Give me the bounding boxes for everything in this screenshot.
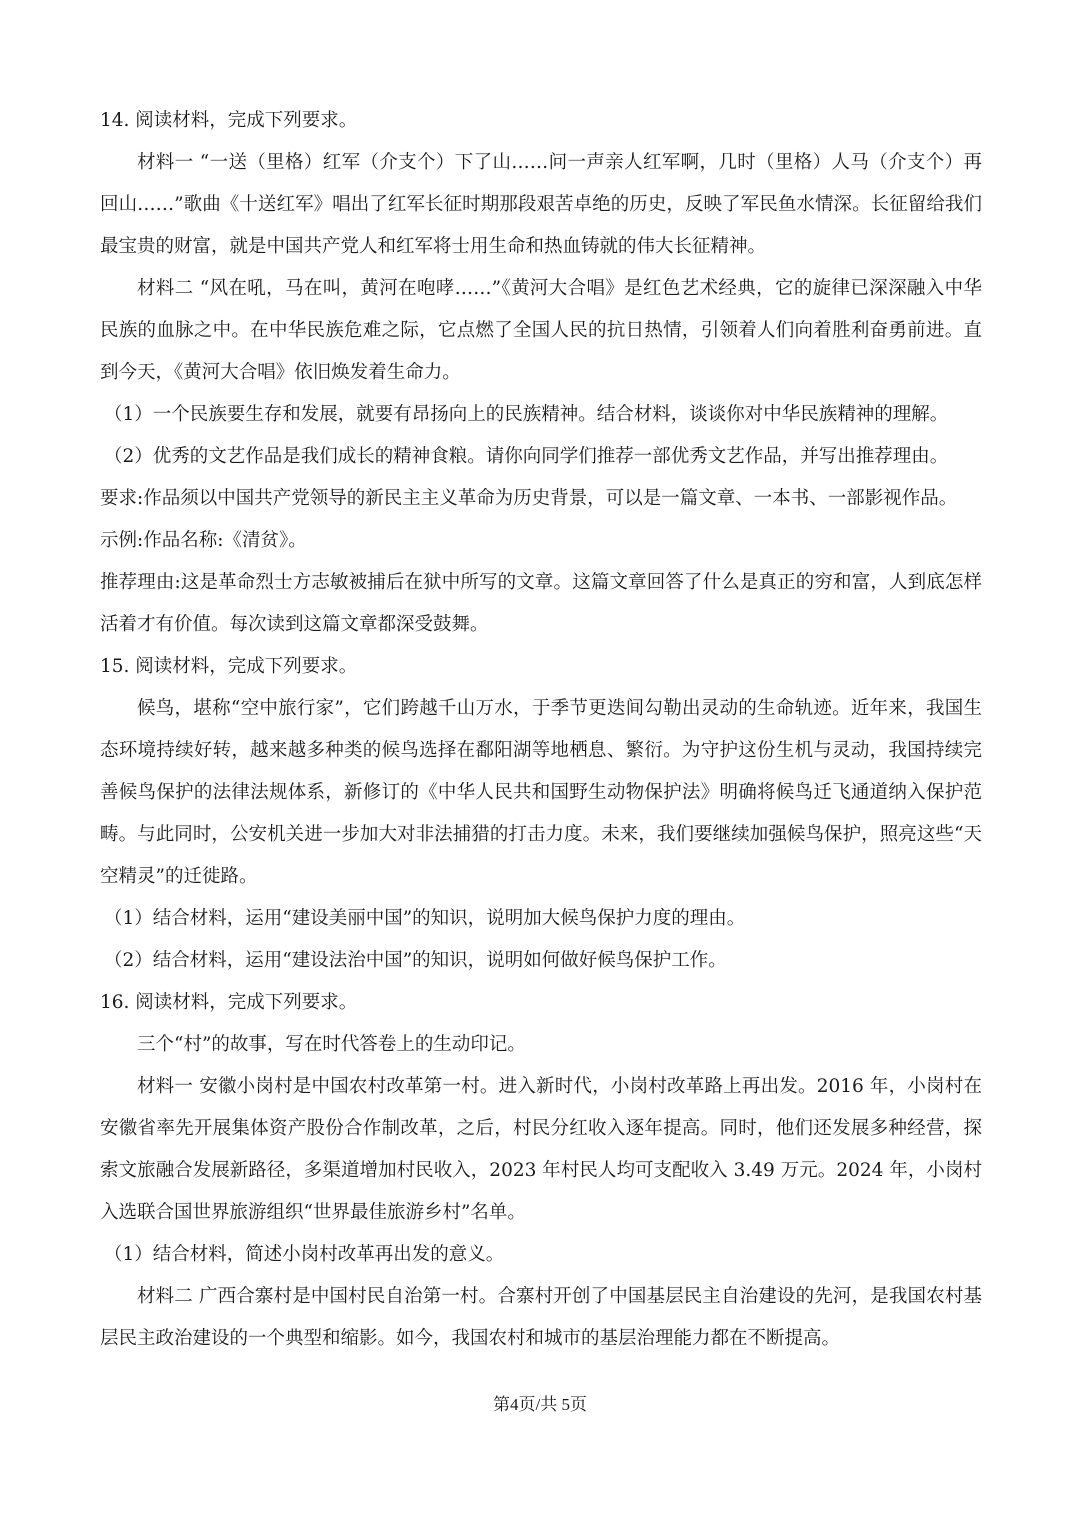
q14-material-2: 材料二 “风在吼，马在叫，黄河在咆哮……”《黄河大合唱》是红色艺术经典，它的旋律已深深融入中华民族的血脉之中。在中华民族危难之际，它点燃了全国人民的抗日热情，引领着人们向着胜利奋勇前进。直到今天，《黄河大合唱》依旧焕发着生命力。 bbox=[100, 278, 982, 383]
q16-material-2: 材料二 广西合寨村是中国村民自治第一村。合寨村开创了中国基层民主自治建设的先河，是我国农村基层民主政治建设的一个典型和缩影。如今，我国农村和城市的基层治理能力都在不断提高。 bbox=[100, 1286, 982, 1349]
q14-recommend-reason: 推荐理由:这是革命烈士方志敏被捕后在狱中所写的文章。这篇文章回答了什么是真正的穷和富，人到底怎样活着才有价值。每次读到这篇文章都深受鼓舞。 bbox=[100, 572, 982, 635]
q16-subquestion-1: （1）结合材料，简述小岗村改革再出发的意义。 bbox=[104, 1244, 505, 1265]
q15-material: 候鸟，堪称“空中旅行家”，它们跨越千山万水，于季节更迭间勾勒出灵动的生命轨迹。近年来，我国生态环境持续好转，越来越多种类的候鸟选择在鄱阳湖等地栖息、繁衍。为守护这份生机与灵动，我国持续完善候鸟保护的法律法规体系，新修订的《中华人民共和国野生动物保护法》明确将候鸟迁飞通道纳入保护范畴。与此同时，公安机关进一步加大对非法捕猎的打击力度。未来，我们要继续加强候鸟保护，照亮这些“天空精灵”的迁徙路。 bbox=[100, 698, 982, 887]
question-16-title: 16. 阅读材料，完成下列要求。 bbox=[100, 992, 358, 1013]
q16-intro: 三个“村”的故事，写在时代答卷上的生动印记。 bbox=[137, 1034, 526, 1055]
page-number-footer: 第4页/共 5页 bbox=[493, 1395, 587, 1414]
question-14-title: 14. 阅读材料，完成下列要求。 bbox=[100, 110, 358, 131]
q14-requirement: 要求:作品须以中国共产党领导的新民主主义革命为历史背景，可以是一篇文章、一本书、一部影视作品。 bbox=[100, 488, 958, 509]
q15-subquestion-1: （1）结合材料，运用“建设美丽中国”的知识，说明加大候鸟保护力度的理由。 bbox=[104, 908, 746, 929]
q14-material-1: 材料一 “一送（里格）红军（介支个）下了山……问一声亲人红军啊，几时（里格）人马（介支个）再回山……”歌曲《十送红军》唱出了红军长征时期那段艰苦卓绝的历史，反映了军民鱼水情深。长征留给我们最宝贵的财富，就是中国共产党人和红军将士用生命和热血铸就的伟大长征精神。 bbox=[100, 152, 982, 257]
question-15-title: 15. 阅读材料，完成下列要求。 bbox=[100, 656, 358, 677]
q14-example: 示例:作品名称:《清贫》。 bbox=[100, 530, 307, 551]
document-page bbox=[100, 100, 982, 1360]
q14-subquestion-1: （1）一个民族要生存和发展，就要有昂扬向上的民族精神。结合材料，谈谈你对中华民族精神的理解。 bbox=[104, 404, 949, 425]
q16-material-1: 材料一 安徽小岗村是中国农村改革第一村。进入新时代，小岗村改革路上再出发。2016 年，小岗村在安徽省率先开展集体资产股份合作制改革，之后，村民分红收入逐年提高。同时，他们还发展多种经营，探索文旅融合发展新路径，多渠道增加村民收入，2023 年村民人均可支配收入 3.49 万元。2024 年，小岗村入选联合国世界旅游组织“世界最佳旅游乡村”名单。 bbox=[100, 1076, 982, 1223]
q14-subquestion-2: （2）优秀的文艺作品是我们成长的精神食粮。请你向同学们推荐一部优秀文艺作品，并写出推荐理由。 bbox=[104, 446, 949, 467]
q15-subquestion-2: （2）结合材料，运用“建设法治中国”的知识，说明如何做好候鸟保护工作。 bbox=[104, 950, 727, 971]
